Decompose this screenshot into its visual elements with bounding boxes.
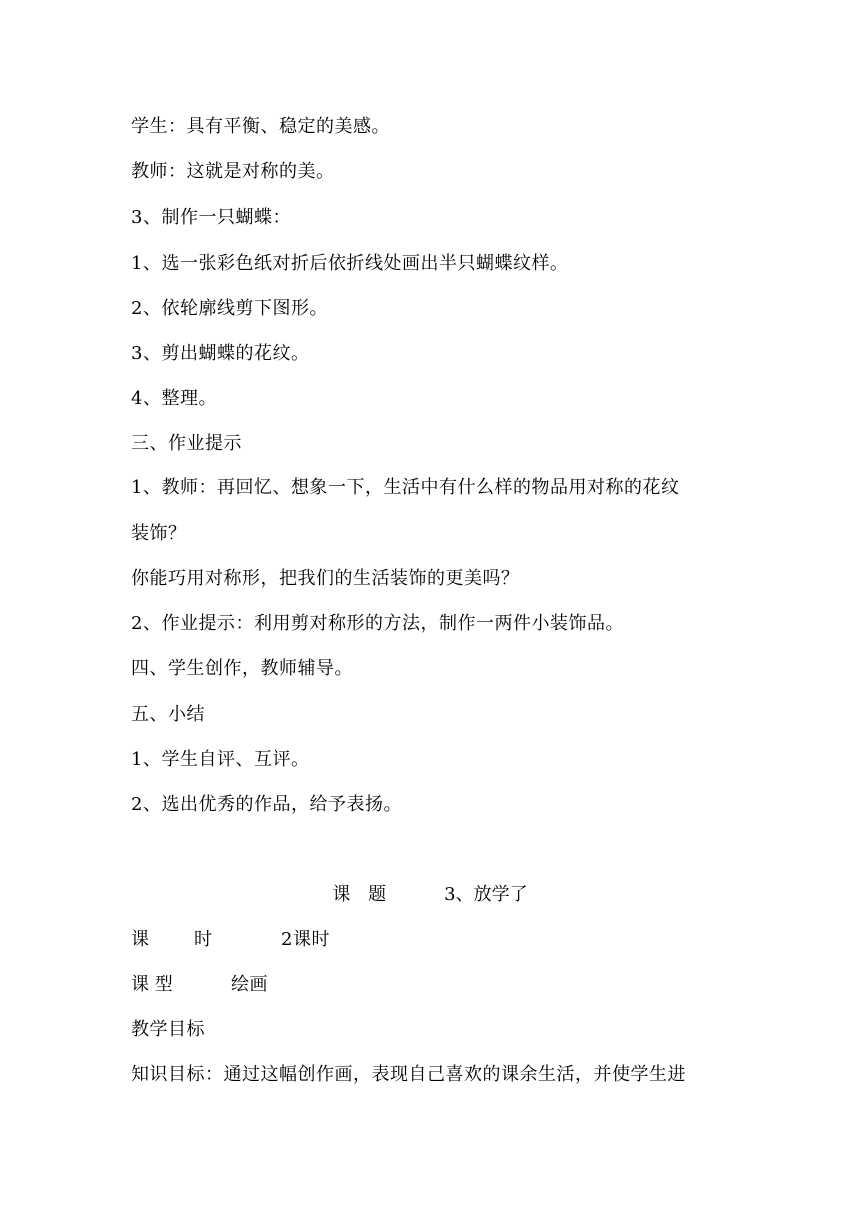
text-line: 1、学生自评、互评。 bbox=[131, 749, 310, 770]
knowledge-objective: 知识目标：通过这幅创作画，表现自己喜欢的课余生活，并使学生进 bbox=[131, 1064, 686, 1085]
text-line: 3、制作一只蝴蝶： bbox=[131, 207, 291, 228]
section-heading: 五、小结 bbox=[131, 704, 205, 725]
text-line: 装饰？ bbox=[131, 523, 187, 544]
lesson-hours-value: 2课时 bbox=[281, 929, 330, 950]
text-line: 2、选出优秀的作品，给予表扬。 bbox=[131, 794, 402, 815]
text-line: 4、整理。 bbox=[131, 388, 217, 409]
text-line: 1、选一张彩色纸对折后依折线处画出半只蝴蝶纹样。 bbox=[131, 253, 569, 274]
text-line: 学生：具有平衡、稳定的美感。 bbox=[131, 116, 390, 137]
lesson-type-label: 课 型 bbox=[131, 974, 173, 995]
text-line: 2、作业提示：利用剪对称形的方法，制作一两件小装饰品。 bbox=[131, 613, 624, 634]
text-line: 你能巧用对称形，把我们的生活装饰的更美吗？ bbox=[131, 568, 520, 589]
lesson-title-label: 课 题 bbox=[332, 884, 393, 905]
objectives-heading: 教学目标 bbox=[131, 1019, 205, 1040]
lesson-title-value: 3、放学了 bbox=[444, 884, 528, 905]
text-line: 2、依轮廓线剪下图形。 bbox=[131, 298, 328, 319]
lesson-type-row bbox=[131, 973, 268, 997]
lesson-hours-label bbox=[131, 928, 281, 952]
text-line: 1、教师：再回忆、想象一下，生活中有什么样的物品用对称的花纹 bbox=[131, 477, 680, 498]
lesson-hours-label-part: 课 bbox=[131, 929, 149, 950]
section-heading: 三、作业提示 bbox=[131, 433, 242, 454]
lesson-type-value: 绘画 bbox=[231, 974, 268, 995]
lesson-title bbox=[0, 883, 860, 907]
lesson-hours-label-part: 时 bbox=[194, 929, 212, 950]
text-line: 3、剪出蝴蝶的花纹。 bbox=[131, 343, 310, 364]
lesson-hours-row bbox=[131, 928, 330, 952]
section-heading: 四、学生创作，教师辅导。 bbox=[131, 658, 353, 679]
text-line: 教师：这就是对称的美。 bbox=[131, 161, 335, 182]
